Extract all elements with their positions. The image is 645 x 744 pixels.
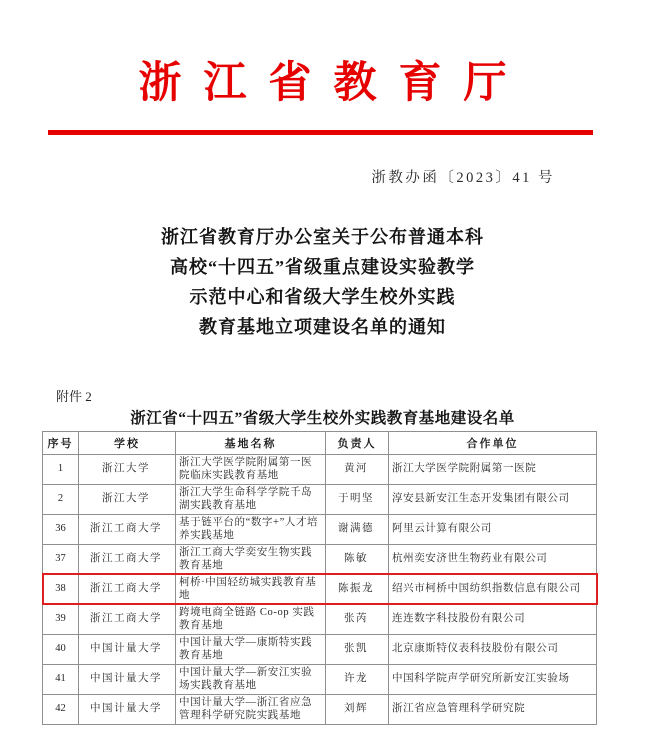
cell-partner: 浙江大学医学院附属第一医院 bbox=[389, 454, 597, 484]
cell-leader: 许龙 bbox=[326, 664, 389, 694]
attachment-label: 附件 2 bbox=[56, 388, 92, 404]
document-title bbox=[0, 222, 645, 342]
table-row-highlighted bbox=[43, 574, 597, 604]
cell-base-name: 浙江大学医学院附属第一医院临床实践教育基地 bbox=[176, 454, 326, 484]
cell-no: 38 bbox=[43, 574, 79, 604]
cell-base-name: 中国计量大学—新安江实验场实践教育基地 bbox=[176, 664, 326, 694]
cell-base-name: 浙江大学生命科学学院千岛湖实践教育基地 bbox=[176, 484, 326, 514]
cell-leader: 张芮 bbox=[326, 604, 389, 634]
cell-partner: 北京康斯特仪表科技股份有限公司 bbox=[389, 634, 597, 664]
cell-partner: 绍兴市柯桥中国纺织指数信息有限公司 bbox=[389, 574, 597, 604]
cell-leader: 张凯 bbox=[326, 634, 389, 664]
cell-leader: 陈敏 bbox=[326, 544, 389, 574]
table-row bbox=[43, 634, 597, 664]
cell-school: 浙江工商大学 bbox=[79, 604, 176, 634]
cell-no: 1 bbox=[43, 454, 79, 484]
cell-school: 浙江工商大学 bbox=[79, 574, 176, 604]
cell-leader: 陈振龙 bbox=[326, 574, 389, 604]
cell-no: 39 bbox=[43, 604, 79, 634]
cell-leader: 于明坚 bbox=[326, 484, 389, 514]
cell-base-name: 跨境电商全链路 Co-op 实践教育基地 bbox=[176, 604, 326, 634]
cell-partner: 阿里云计算有限公司 bbox=[389, 514, 597, 544]
cell-school: 浙江工商大学 bbox=[79, 514, 176, 544]
document-title-line: 示范中心和省级大学生校外实践 bbox=[189, 286, 456, 307]
header-no: 序号 bbox=[43, 431, 79, 454]
table-row bbox=[43, 664, 597, 694]
header-school: 学校 bbox=[79, 431, 176, 454]
cell-base-name: 中国计量大学—康斯特实践教育基地 bbox=[176, 634, 326, 664]
table-row bbox=[43, 484, 597, 514]
cell-no: 37 bbox=[43, 544, 79, 574]
header-base: 基地名称 bbox=[176, 431, 326, 454]
cell-partner: 中国科学院声学研究所新安江实验场 bbox=[389, 664, 597, 694]
document-title-line: 浙江省教育厅办公室关于公布普通本科 bbox=[161, 226, 484, 247]
document-title-line: 教育基地立项建设名单的通知 bbox=[199, 316, 446, 337]
cell-leader: 黄河 bbox=[326, 454, 389, 484]
red-divider bbox=[48, 130, 593, 135]
doc-number: 浙教办函〔2023〕41 号 bbox=[371, 169, 555, 186]
header-partner: 合作单位 bbox=[389, 431, 597, 454]
table-row bbox=[43, 604, 597, 634]
table-row bbox=[43, 514, 597, 544]
table-row bbox=[43, 454, 597, 484]
cell-no: 2 bbox=[43, 484, 79, 514]
cell-school: 中国计量大学 bbox=[79, 664, 176, 694]
cell-school: 浙江大学 bbox=[79, 454, 176, 484]
table-body bbox=[43, 454, 597, 724]
cell-partner: 浙江省应急管理科学研究院 bbox=[389, 694, 597, 724]
table-title: 浙江省“十四五”省级大学生校外实践教育基地建设名单 bbox=[130, 409, 515, 427]
cell-base-name: 中国计量大学—浙江省应急管理科学研究院实践基地 bbox=[176, 694, 326, 724]
document-title-line: 高校“十四五”省级重点建设实验教学 bbox=[170, 256, 475, 277]
letterhead-title: 浙江省教育厅 bbox=[138, 60, 529, 107]
base-list-table bbox=[42, 431, 597, 725]
cell-no: 36 bbox=[43, 514, 79, 544]
cell-school: 浙江工商大学 bbox=[79, 544, 176, 574]
cell-base-name: 浙江工商大学奕安生物实践教育基地 bbox=[176, 544, 326, 574]
cell-partner: 淳安县新安江生态开发集团有限公司 bbox=[389, 484, 597, 514]
cell-partner: 杭州奕安济世生物药业有限公司 bbox=[389, 544, 597, 574]
cell-leader: 刘辉 bbox=[326, 694, 389, 724]
cell-no: 40 bbox=[43, 634, 79, 664]
table-row bbox=[43, 694, 597, 724]
cell-school: 中国计量大学 bbox=[79, 694, 176, 724]
cell-school: 中国计量大学 bbox=[79, 634, 176, 664]
cell-base-name: 柯桥·中国轻纺城实践教育基地 bbox=[176, 574, 326, 604]
cell-partner: 连连数字科技股份有限公司 bbox=[389, 604, 597, 634]
cell-leader: 谢满德 bbox=[326, 514, 389, 544]
cell-no: 42 bbox=[43, 694, 79, 724]
table-header-row bbox=[43, 431, 597, 454]
table-row bbox=[43, 544, 597, 574]
cell-school: 浙江大学 bbox=[79, 484, 176, 514]
cell-no: 41 bbox=[43, 664, 79, 694]
cell-base-name: 基于链平台的“数字+”人才培养实践基地 bbox=[176, 514, 326, 544]
header-leader: 负责人 bbox=[326, 431, 389, 454]
